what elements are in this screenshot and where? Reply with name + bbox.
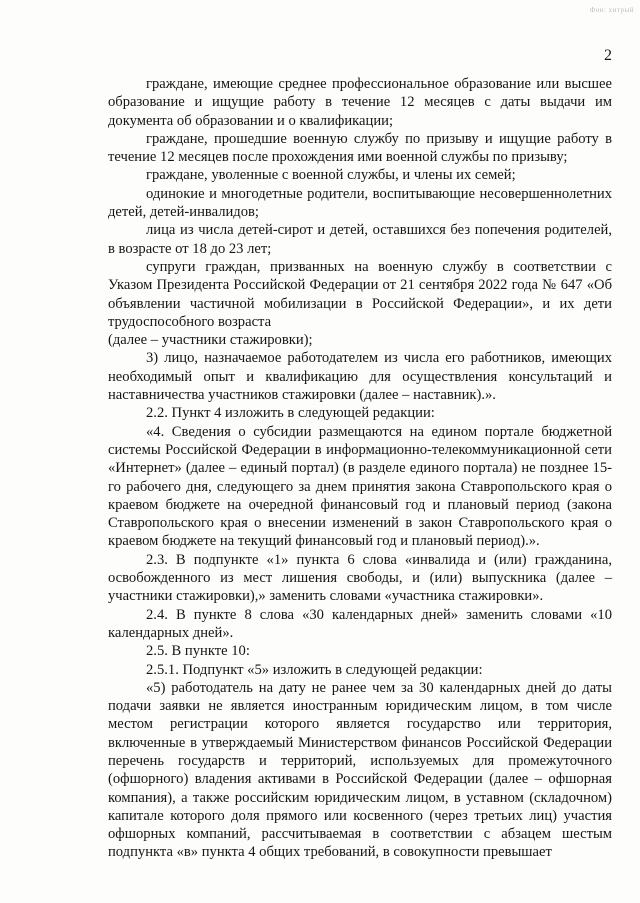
paragraph: (далее – участники стажировки); <box>108 332 313 349</box>
paragraph: «4. Сведения о субсидии размещаются на едином портале бюджетной системы Российской Федерации в информационно-телекоммуникационной сети «Интернет» (далее – единый портал) (в разделе единого портала) не позднее 15-го рабочего дня, следующего за днем принятия закона Ставропольского края о краевом бюджете на очередной финансовый год и плановый период (закона Ставропольского края о внесении изменений в закон Ставропольского края о краевом бюджете на текущий финансовый год и плановый период).». <box>108 423 612 550</box>
corner-watermark: Фон: хитрый <box>589 6 634 14</box>
document-body <box>108 75 612 862</box>
paragraph: 2.2. Пункт 4 изложить в следующей редакции: <box>146 405 435 422</box>
paragraph: 2.4. В пункте 8 слова «30 календарных дней» заменить словами «10 календарных дней». <box>108 606 612 641</box>
paragraph: одинокие и многодетные родители, воспитывающие несовершеннолетних детей, детей-инвалидов; <box>108 185 612 221</box>
paragraph: лица из числа детей-сирот и детей, оставшихся без попечения родителей, в возрасте от 18 до 23 лет; <box>108 222 612 257</box>
page-number: 2 <box>604 47 612 64</box>
paragraph: 2.3. В подпункте «1» пункта 6 слова «инвалида и (или) гражданина, освобожденного из мест лишения свободы, и (или) выпускника (далее – участники стажировки),» заменить словами «участника стажировки». <box>108 551 612 605</box>
paragraph: граждане, имеющие среднее профессиональное образование или высшее образование и ищущие работу в течение 12 месяцев с даты выдачи им документа об образовании и о квалификации; <box>108 76 612 129</box>
paragraph: 2.5.1. Подпункт «5» изложить в следующей редакции: <box>146 661 483 678</box>
paragraph: граждане, прошедшие военную службу по призыву и ищущие работу в течение 12 месяцев после прохождения ими военной службы по призыву; <box>108 130 612 166</box>
paragraph: «5) работодатель на дату не ранее чем за 30 календарных дней до даты подачи заявки не является иностранным юридическим лицом, в том числе местом регистрации которого является государство или территория, включенные в утверждаемый Министерством финансов Российской Федерации перечень государств и территорий, используемых для промежуточного (офшорного) владения активами в Российской Федерации (далее – офшорная компания), а также российским юридическим лицом, в уставном (складочном) капитале которого доля прямого или косвенного (через третьих лиц) участия офшорных компаний, рассчитываемая в соответствии с абзацем шестым подпункта «в» пункта 4 общих требований, в совокупности превышает <box>108 679 612 861</box>
paragraph: граждане, уволенные с военной службы, и члены их семей; <box>146 167 516 184</box>
paragraph: 2.5. В пункте 10: <box>146 643 250 660</box>
paragraph: 3) лицо, назначаемое работодателем из числа его работников, имеющих необходимый опыт и квалификацию для осуществления консультаций и наставничества участников стажировки (далее – наставник).». <box>108 350 612 404</box>
paragraph: супруги граждан, призванных на военную службу в соответствии с Указом Президента Российской Федерации от 21 сентября 2022 года № 647 «Об объявлении частичной мобилизации в Российской Федерации», и их дети трудоспособного возраста <box>108 258 612 330</box>
